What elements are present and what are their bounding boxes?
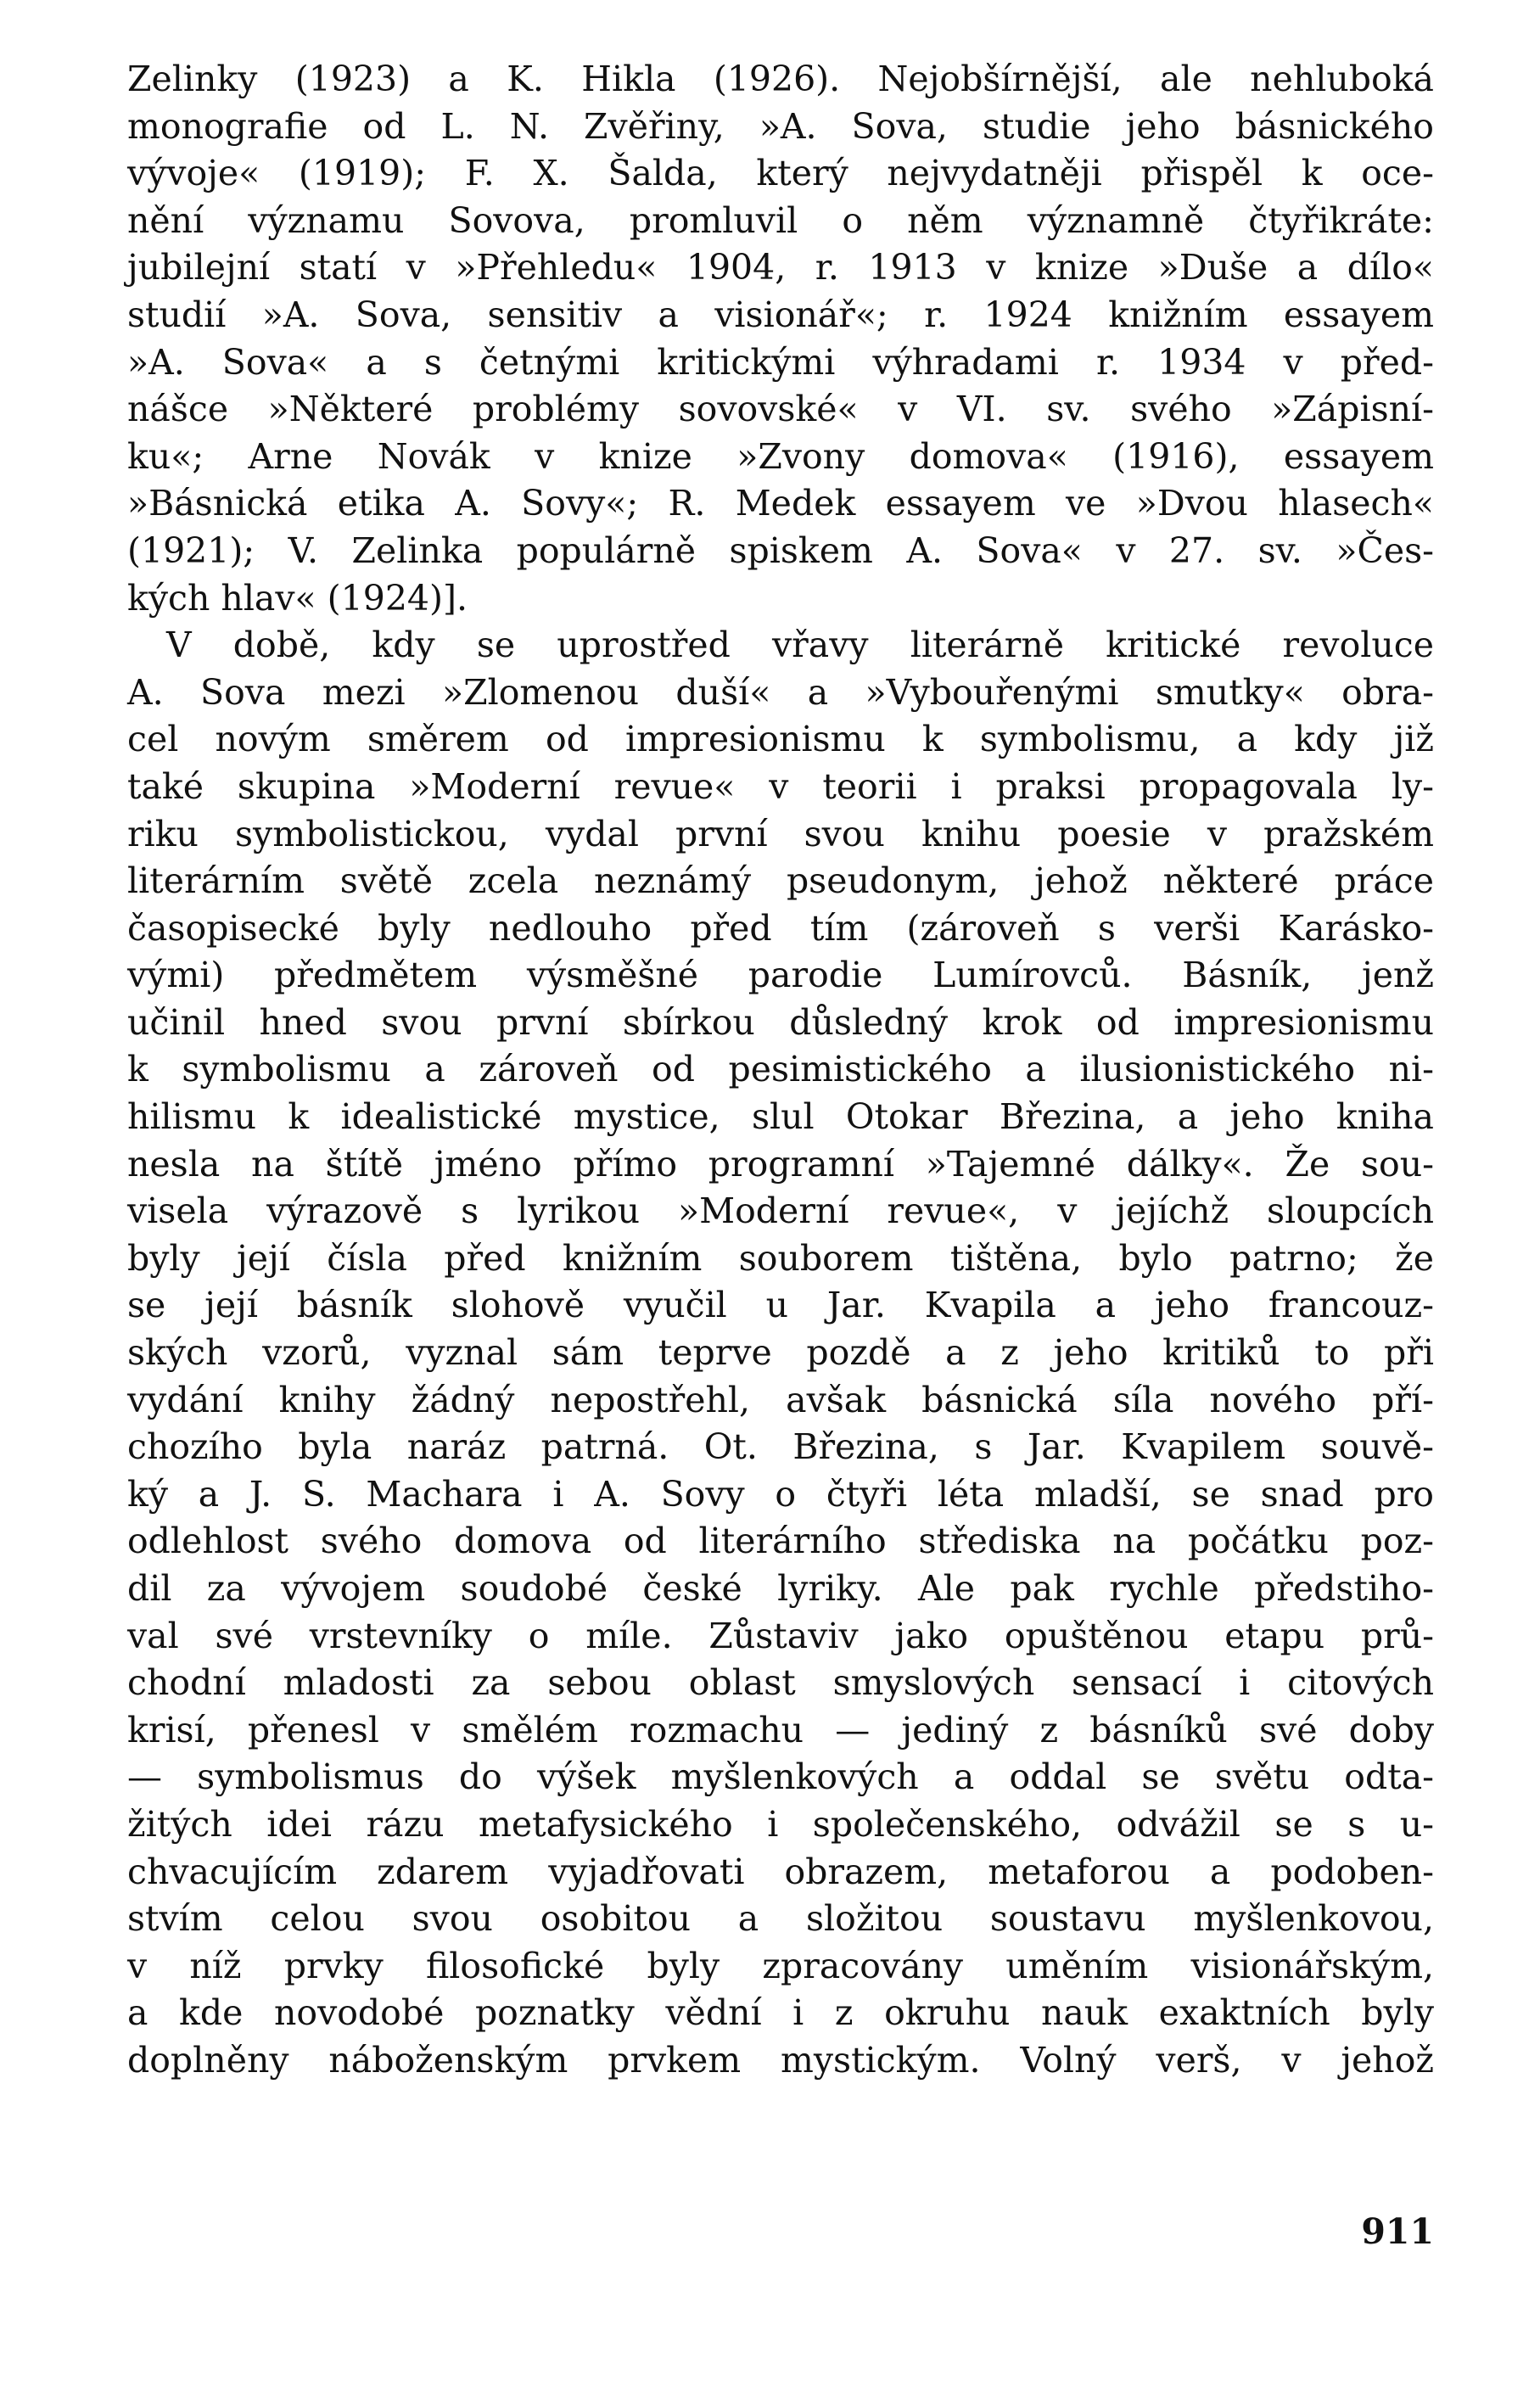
text-line: vývoje« (1919); F. X. Šalda, který nejvydatněji přispěl k oce- bbox=[127, 153, 1434, 194]
text-line: chodní mladosti za sebou oblast smyslových sensací i citových bbox=[127, 1662, 1434, 1704]
text-line: literárním světě zcela neznámý pseudonym, jehož některé práce bbox=[127, 860, 1434, 902]
text-line: val své vrstevníky o míle. Zůstaviv jako opuštěnou etapu prů- bbox=[127, 1615, 1434, 1656]
text-line: cel novým směrem od impresionismu k symbolismu, a kdy již bbox=[127, 719, 1434, 760]
text-line: — symbolismus do výšek myšlenkových a oddal se světu odta- bbox=[127, 1756, 1434, 1798]
text-line: učinil hned svou první sbírkou důsledný krok od impresionismu bbox=[127, 1001, 1434, 1043]
text-line: stvím celou svou osobitou a složitou soustavu myšlenkovou, bbox=[127, 1898, 1434, 1940]
text-line: časopisecké byly nedlouho před tím (zároveň s verši Karásko- bbox=[127, 907, 1434, 949]
text-line: vými) předmětem výsměšné parodie Lumírovců. Básník, jenž bbox=[127, 955, 1434, 996]
body-text bbox=[127, 56, 1434, 2085]
text-line: A. Sova mezi »Zlomenou duší« a »Vybouřenými smutky« obra- bbox=[127, 671, 1434, 713]
text-line: studií »A. Sova, sensitiv a visionář«; r. 1924 knižním essayem bbox=[127, 294, 1434, 335]
page-number: 911 bbox=[1361, 2211, 1434, 2252]
text-line: krisí, přenesl v smělém rozmachu — jediný z básníků své doby bbox=[127, 1709, 1434, 1750]
text-line: (1921); V. Zelinka populárně spiskem A. Sova« v 27. sv. »Čes- bbox=[127, 529, 1434, 571]
text-line: hilismu k idealistické mystice, slul Otokar Březina, a jeho kniha bbox=[127, 1096, 1434, 1138]
text-line: odlehlost svého domova od literárního střediska na počátku poz- bbox=[127, 1521, 1434, 1562]
text-line: visela výrazově s lyrikou »Moderní revue«, v jejíchž sloupcích bbox=[127, 1190, 1434, 1232]
text-line: Zelinky (1923) a K. Hikla (1926). Nejobšírnější, ale nehluboká bbox=[127, 59, 1434, 99]
text-line: byly její čísla před knižním souborem tištěna, bylo patrno; že bbox=[127, 1237, 1434, 1279]
text-line: a kde novodobé poznatky vědní i z okruhu nauk exaktních byly bbox=[127, 1992, 1434, 2034]
text-line: jubilejní statí v »Přehledu« 1904, r. 1913 v knize »Duše a dílo« bbox=[127, 247, 1434, 288]
text-line: »Básnická etika A. Sovy«; R. Medek essayem ve »Dvou hlasech« bbox=[127, 483, 1434, 524]
text-line: ký a J. S. Machara i A. Sovy o čtyři léta mladší, se snad pro bbox=[127, 1473, 1434, 1515]
text-line: ku«; Arne Novák v knize »Zvony domova« (1916), essayem bbox=[127, 435, 1434, 477]
text-line: »A. Sova« a s četnými kritickými výhradami r. 1934 v před- bbox=[127, 341, 1434, 383]
text-line: vydání knihy žádný nepostřehl, avšak básnická síla nového pří- bbox=[127, 1379, 1434, 1420]
text-line: chvacujícím zdarem vyjadřovati obrazem, metaforou a podoben- bbox=[127, 1851, 1434, 1892]
text-line: doplněny náboženským prvkem mystickým. Volný verš, v jehož bbox=[127, 2039, 1434, 2081]
text-line: riku symbolistickou, vydal první svou knihu poesie v pražském bbox=[127, 813, 1434, 854]
text-line: ských vzorů, vyznal sám teprve pozdě a z jeho kritiků to při bbox=[127, 1332, 1434, 1374]
text-line: k symbolismu a zároveň od pesimistického a ilusionistického ni- bbox=[127, 1049, 1434, 1090]
text-line: kých hlav« (1924)]. bbox=[127, 577, 468, 619]
text-line: také skupina »Moderní revue« v teorii i praksi propagovala ly- bbox=[127, 765, 1434, 807]
text-line: dil za vývojem soudobé české lyriky. Ale pak rychle předstiho- bbox=[127, 1568, 1434, 1609]
text-line: žitých idei rázu metafysického i společenského, odvážil se s u- bbox=[127, 1803, 1434, 1845]
text-line: monografie od L. N. Zvěřiny, »A. Sova, studie jeho básnického bbox=[127, 105, 1434, 147]
text-line: v níž prvky filosofické byly zpracovány uměním visionářským, bbox=[127, 1945, 1434, 1986]
text-line: nění významu Sovova, promluvil o něm významně čtyřikráte: bbox=[127, 199, 1434, 241]
text-line: nesla na štítě jméno přímo programní »Tajemné dálky«. Že sou- bbox=[127, 1143, 1434, 1185]
text-line: chozího byla naráz patrná. Ot. Březina, s Jar. Kvapilem souvě- bbox=[127, 1426, 1434, 1468]
text-line: se její básník slohově vyučil u Jar. Kvapila a jeho francouz- bbox=[127, 1285, 1434, 1326]
text-line: V době, kdy se uprostřed vřavy literárně kritické revoluce bbox=[166, 625, 1434, 666]
text-line: nášce »Některé problémy sovovské« v VI. sv. svého »Zápisní- bbox=[127, 389, 1434, 430]
